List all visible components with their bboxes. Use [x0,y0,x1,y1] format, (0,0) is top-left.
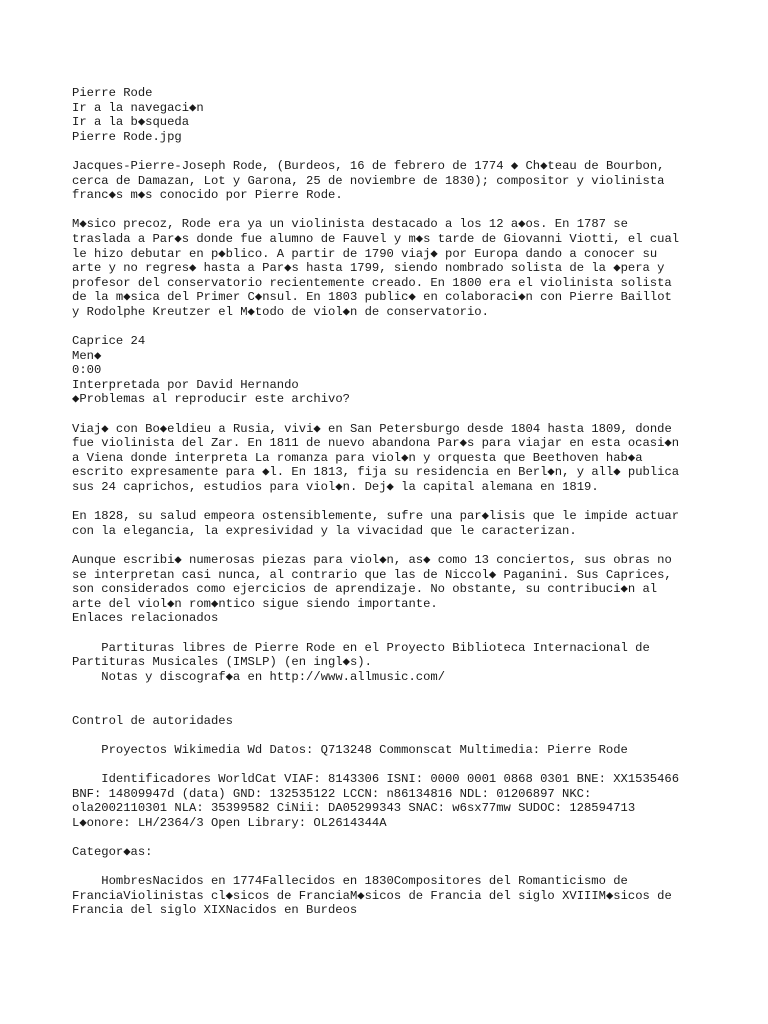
spacer [72,144,712,159]
paragraph-line: son considerados como ejercicios de aprendizaje. No obstante, su contribuci◆n al [72,582,658,597]
paragraph-line: M◆sico precoz, Rode era ya un violinista destacado a los 12 a◆os. En 1787 se [72,217,628,232]
paragraph-line: cerca de Damazan, Lot y Garona, 25 de noviembre de 1830); compositor y violinista [72,173,665,188]
skip-to-navigation-link[interactable]: Ir a la navegaci◆n [72,100,204,115]
paragraph-line: y Rodolphe Kreutzer el M◆todo de viol◆n de conservatorio. [72,304,489,319]
paragraph-line: Jacques-Pierre-Joseph Rode, (Burdeos, 16 de febrero de 1774 ◆ Ch◆teau de Bourbon, [72,158,665,173]
audio-menu-button[interactable]: Men◆ [72,348,102,363]
audio-title: Caprice 24 [72,334,146,349]
spacer [72,684,712,713]
paragraph-line: profesor del conservatorio recientemente creado. En 1800 era el violinista solista [72,275,672,290]
biography-paragraph-1 [72,217,712,319]
identifiers-line[interactable]: L◆onore: LH/2364/3 Open Library: OL2614344A [72,815,387,830]
intro-paragraph [72,159,712,203]
spacer [72,495,712,510]
imslp-link-continued[interactable]: Partituras Musicales (IMSLP) (en ingl◆s). [72,655,372,670]
imslp-link[interactable]: Partituras libres de Pierre Rode en el Proyecto Biblioteca Internacional de [72,640,650,655]
paragraph-line: Viaj◆ con Bo◆eldieu a Rusia, vivi◆ en San Petersburgo desde 1804 hasta 1809, donde [72,421,672,436]
spacer [72,203,712,218]
audio-time: 0:00 [72,363,102,378]
paragraph-line: sus 24 caprichos, estudios para viol◆n. Dej◆ la capital alemana en 1819. [72,480,599,495]
spacer [72,626,712,641]
paragraph-line: escrito expresamente para ◆l. En 1813, fija su residencia en Berl◆n, y all◆ publica [72,465,680,480]
paragraph-line: Aunque escribi◆ numerosas piezas para viol◆n, as◆ como 13 conciertos, sus obras no [72,553,672,567]
related-links-section [72,611,712,684]
section-heading: Control de autoridades [72,713,233,728]
paragraph-line: arte del viol◆n rom◆ntico sigue siendo importante. [72,596,438,611]
paragraph-line: se interpretan casi nunca, al contrario que las de Niccol◆ Paganini. Sus Caprices, [72,567,672,582]
spacer [72,407,712,422]
document-page [72,86,712,918]
section-heading: Enlaces relacionados [72,611,219,626]
header-block [72,86,712,144]
audio-help-link[interactable]: ◆Problemas al reproducir este archivo? [72,392,350,407]
spacer [72,538,712,553]
paragraph-line: de la m◆sica del Primer C◆nsul. En 1803 public◆ en colaboraci◆n con Pierre Baillot [72,290,672,305]
authority-control-section [72,714,712,831]
skip-to-search-link[interactable]: Ir a la b◆squeda [72,115,190,130]
paragraph-line: En 1828, su salud empeora ostensiblemente, sufre una par◆lisis que le impide actuar [72,509,680,524]
page-title: Pierre Rode [72,86,153,100]
paragraph-line: le hizo debutar en p◆blico. A partir de 1790 viaj◆ por Europa dando a conocer su [72,246,658,261]
spacer [72,859,712,874]
paragraph-line: a Viena donde interpreta La romanza para viol◆n y orquesta que Beethoven hab◆a [72,450,643,465]
image-filename[interactable]: Pierre Rode.jpg [72,129,182,144]
identifiers-line[interactable]: ola2002110301 NLA: 35399582 CiNii: DA05299343 SNAC: w6sx77mw SUDOC: 128594713 [72,801,636,816]
category-links-line[interactable]: HombresNacidos en 1774Fallecidos en 1830Compositores del Romanticismo de [72,874,628,889]
spacer [72,757,712,772]
biography-paragraph-2 [72,422,712,495]
spacer [72,728,712,743]
category-links-line[interactable]: Francia del siglo XIXNacidos en Burdeos [72,903,358,918]
section-heading: Categor◆as: [72,844,153,859]
allmusic-link[interactable]: Notas y discograf◆a en http://www.allmusic.com/ [72,669,446,684]
audio-performer: Interpretada por David Hernando [72,377,299,392]
paragraph-line: arte y no regres◆ hasta a Par◆s hasta 1799, siendo nombrado solista de la ◆pera y [72,261,665,276]
paragraph-line: con la elegancia, la expresividad y la vivacidad que le caracterizan. [72,523,577,538]
category-links-line[interactable]: FranciaViolinistas cl◆sicos de FranciaM◆sicos de Francia del siglo XVIIIM◆sicos de [72,888,672,903]
biography-paragraph-4 [72,553,712,611]
audio-player-block [72,334,712,407]
spacer [72,830,712,845]
spacer [72,320,712,335]
wikimedia-projects-line[interactable]: Proyectos Wikimedia Wd Datos: Q713248 Commonscat Multimedia: Pierre Rode [72,742,628,757]
identifiers-line[interactable]: BNF: 14809947d (data) GND: 132535122 LCCN: n86134816 NDL: 01206897 NKC: [72,786,592,801]
biography-paragraph-3 [72,509,712,538]
paragraph-line: franc◆s m◆s conocido por Pierre Rode. [72,188,343,203]
identifiers-line[interactable]: Identificadores WorldCat VIAF: 8143306 ISNI: 0000 0001 0868 0301 BNE: XX1535466 [72,771,680,786]
paragraph-line: fue violinista del Zar. En 1811 de nuevo abandona Par◆s para viajar en esta ocasi◆n [72,436,680,451]
paragraph-line: traslada a Par◆s donde fue alumno de Fauvel y m◆s tarde de Giovanni Viotti, el cual [72,231,680,246]
categories-section [72,845,712,918]
